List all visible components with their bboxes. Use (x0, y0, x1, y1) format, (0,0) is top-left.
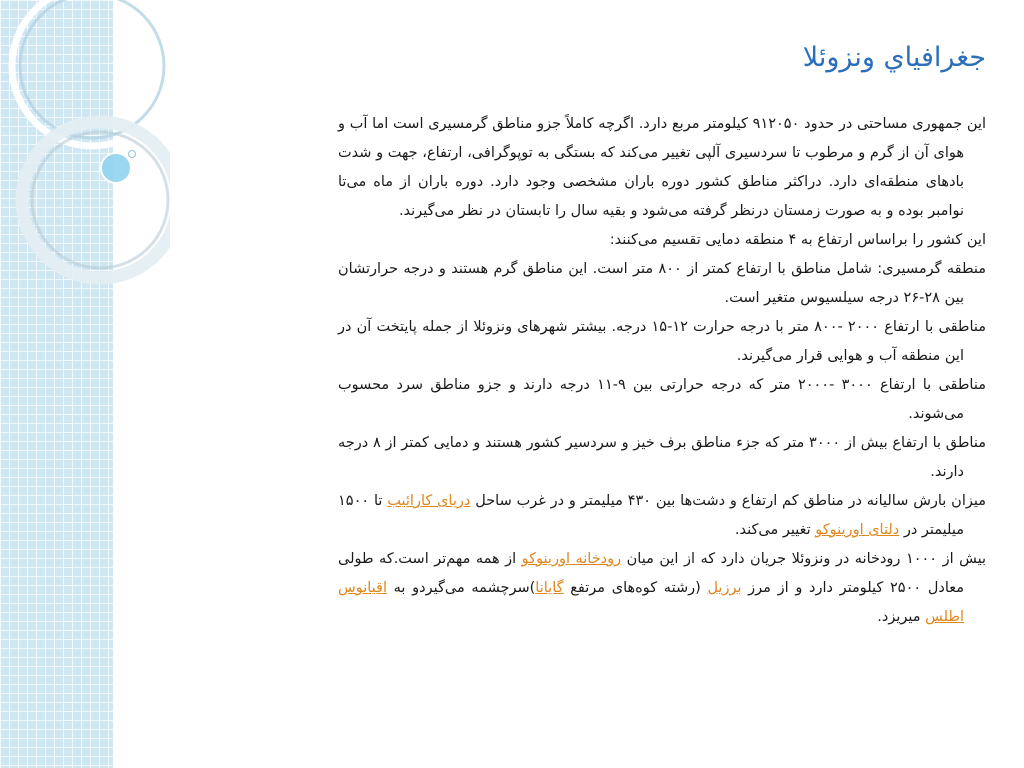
paragraph-text: تا ۱۵۰۰ میلیمتر در (338, 493, 964, 538)
hyperlink[interactable]: گایانا (535, 580, 564, 596)
paragraph-text: مناطقی با ارتفاع ۲۰۰۰ -۸۰۰ متر با درجه حرارت ۱۲-۱۵ درجه. بیشتر شهرهای ونزوئلا از جمله پایتخت آن در این منطقه آب و هوایی قرار می‌گیرند. (338, 319, 987, 364)
hyperlink[interactable]: برزیل (707, 580, 742, 596)
hyperlink[interactable]: دریای کارائیب (387, 493, 471, 509)
body-paragraph (338, 429, 986, 487)
body-paragraph (338, 255, 986, 313)
body-paragraph (338, 110, 986, 226)
paragraph-text: مناطق با ارتفاع بیش از ۳۰۰۰ متر که جزء مناطق برف خیز و سردسیر کشور هستند و دمایی کمتر از ۸ درجه دارند. (338, 435, 986, 480)
hyperlink[interactable]: دلتای اورینوکو (815, 522, 900, 538)
slide-title: جغرافياي ونزوئلا (802, 42, 986, 73)
body-paragraph (338, 545, 986, 632)
paragraph-text: بیش از ۱۰۰۰ رودخانه در ونزوئلا جریان دارد که از این میان (621, 551, 987, 567)
body-paragraph (338, 487, 986, 545)
paragraph-text: تغییر می‌کند. (734, 522, 816, 538)
paragraph-text: این کشور را براساس ارتفاع به ۴ منطقه دمایی تقسیم می‌کنند: (609, 232, 986, 248)
body-paragraph (338, 226, 986, 255)
paragraph-text: میزان بارش سالیانه در مناطق کم ارتفاع و دشت‌ها بین ۴۳۰ میلیمتر و در غرب ساحل (470, 493, 987, 509)
small-bubble (129, 151, 136, 158)
hyperlink[interactable]: رودخانه اورینوکو (521, 551, 622, 567)
decorative-rings (0, 0, 170, 320)
bubble (101, 153, 131, 183)
paragraph-text: )سرچشمه می‌گیردو به (386, 580, 536, 596)
paragraph-text: (رشته کوه‌های مرتفع (563, 580, 708, 596)
paragraph-text: منطقه گرمسیری: شامل مناطق با ارتفاع کمتر از ۸۰۰ متر است. این مناطق گرم هستند و درجه حرارتشان بین ۲۸-۲۶ درجه سیلسیوس متغیر است. (338, 261, 986, 306)
paragraph-text: از همه مهم‌تر است.که طولی معادل ۲۵۰۰ کیلومتر دارد و از مرز (338, 551, 965, 596)
lower-ring-shade (32, 132, 168, 268)
paragraph-text: میریزد. (877, 609, 926, 625)
body-paragraph (338, 371, 986, 429)
hyperlink[interactable]: اقیانوس اطلس (338, 580, 964, 625)
paragraph-text: مناطقی با ارتفاع ۳۰۰۰ -۲۰۰۰ متر که درجه حرارتی بین ۹-۱۱ درجه دارند و جزو مناطق سرد محسوب می‌شوند. (338, 377, 986, 422)
slide-body (338, 110, 986, 632)
paragraph-text: این جمهوری مساحتی در حدود ۹۱۲۰۵۰ کیلومتر مربع دارد. اگرچه کاملاً جزو مناطق گرمسیری است اما آب و هوای آن از گرم و مرطوب تا سردسیری آلپی تغییر می‌کند که بستگی به توپوگرافی، ارتفاع، جهت و شدت بادهای منطقه‌ای دارد. دراکثر مناطق کشور دوره باران مشخصی وجود دارد. دوره باران از ماه می‌تا نوامبر بوده و به صورت زمستان درنظر گرفته می‌شود و بقیه سال را تابستان در نظر می‌گیرند. (338, 116, 987, 219)
body-paragraph (338, 313, 986, 371)
